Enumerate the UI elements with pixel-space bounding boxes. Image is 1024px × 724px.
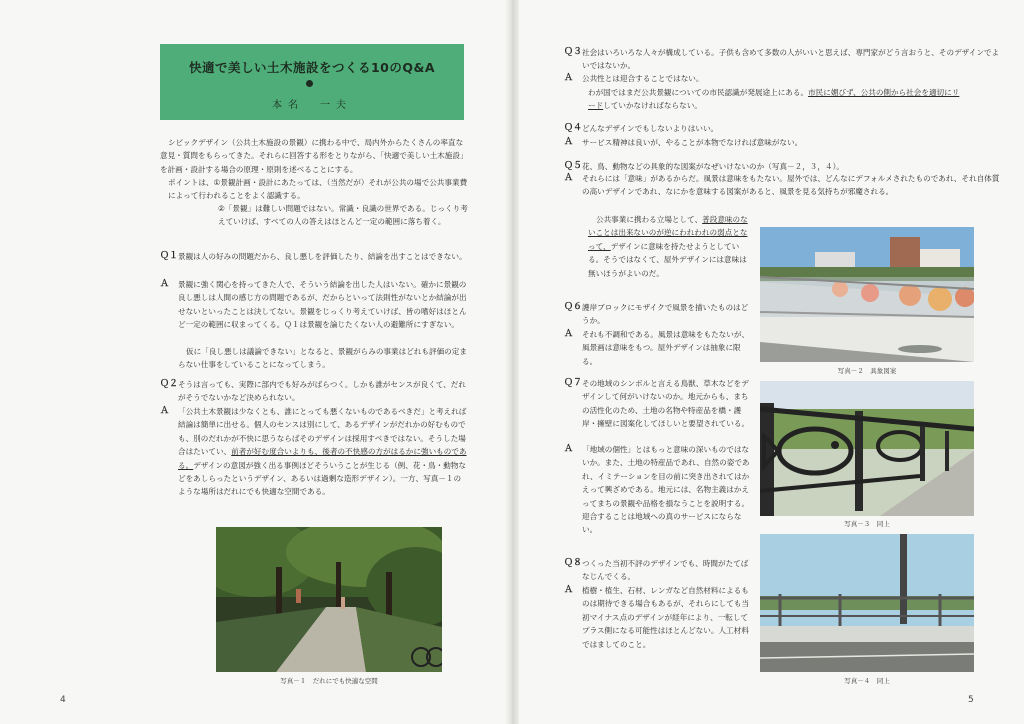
q7-label: Ｑ７ [564,378,583,388]
a6-label: Ａ [564,329,574,339]
q1-label: Ｑ１ [160,251,179,261]
a2-underlined-text: 前者が好む度合いよりも、後者の不快感の方がはるかに強いものである。 [178,447,467,470]
title-box [160,44,464,120]
a6-block [564,328,758,368]
a1-block [160,278,468,348]
a3-text-c: していかなければならない。 [603,101,702,111]
author-name: 本名 一夫 [272,100,352,111]
a3-block [564,72,1008,86]
q2-block [160,378,468,406]
point-2: ②「景観」は難しい問題ではない。常識・良識の世界である。じっくり考えていけば、すべての人の答えはほとんど一定の範囲に落ち着く。 [218,204,468,227]
a8-text: 植樹・植生、石材、レンガなど自然材料によるものは期待できる場合もあるが、それらにしても当初マイナス点のデザインが経年により、一転してプラス側になる可能性はほとんどない。人工材料ではましてのこと。 [582,586,750,649]
page-number-right: 5 [968,695,974,705]
q6-text: 護岸ブロックにモザイクで風景を描いたものはどうか。 [582,303,749,326]
photo-1 [216,527,442,672]
a3-text: 公共性とは迎合することではない。 [582,74,704,83]
a3-continued [588,86,960,113]
photo-4 [760,534,974,672]
article-title: 快適で美しい土木施設をつくる10のQ&A [188,60,436,75]
a3-label: Ａ [564,73,574,83]
a5-text: それらには「意味」があるからだ。風景は意味をもたない。屋外では、どんなにデフォルメされたものであれ、それ自体質の高いデザインであれ、なにかを意味する図案があると、風景を見る気持ちが邪魔される。 [582,174,1000,197]
a5-continued [588,213,754,280]
simple-railing-photo [760,534,974,672]
a1-label: Ａ [160,279,170,289]
a2-block [160,405,468,515]
q4-text: どんなデザインでもしないよりはいい。 [582,124,719,133]
q1-block [160,250,468,278]
photo-3 [760,381,974,516]
photo-2-caption: 写真－２ 具象図案 [837,367,897,375]
a5-label: Ａ [564,173,574,183]
q5-label: Ｑ５ [564,161,583,171]
a4-label: Ａ [564,137,574,147]
a5-underlined-text: 普段意味のないことは出来ないのが逆にわれわれの弱点となって、 [588,215,748,251]
park-path-photo [216,527,442,672]
q8-label: Ｑ８ [564,558,583,568]
q1-text: 景観は人の好みの問題だから、良し悪しを評価したり、結論を出すことはできない。 [178,252,467,261]
page-number-left: 4 [60,695,66,705]
decorated-railing-photo [760,227,974,362]
a6-text: それも不調和である。風景は意味をもたないが、風景画は意味をもつ。屋外デザインは抽象に限る。 [582,330,750,366]
fish-railing-photo [760,381,974,516]
a5-block [564,172,1008,212]
q8-text: つくった当初不評のデザインでも、時間がたてばなじんでくる。 [582,559,749,582]
photo-2 [760,227,974,362]
a3-underlined-text: 市民に媚びず、公共の側から社会を適切にリード [588,88,960,111]
q2-label: Ｑ２ [160,379,179,389]
a5-text-b: 公共事業に携わる立場として、 [596,215,703,224]
a2-text-continued: デザインの意図が強く出る事例ほどそういうことが生じる（例、花・鳥・動物などをあしらったというデザイン、あるいは過剰な造形デザイン）。一方、写真－１のような場所はだれにでも快適な空間である。 [178,460,467,497]
a8-block [564,584,758,664]
q8-block [564,557,758,585]
q6-label: Ｑ６ [564,302,583,312]
bullet-dot-icon [306,80,313,87]
a1-continued: 仮に「良し悪しは議論できない」となると、景観がらみの事業はどれも評価の定まらない仕事をしていることになってしまう。 [178,347,467,370]
q5-text: 花、鳥、動物などの具象的な図案がなぜいけないのか（写真－２，３，４）。 [582,162,844,171]
q3-text: 社会はいろいろな人々が構成している。子供も含めて多数の人がいいと思えば、専門家がどう言おうと、そのデザインでよいではないか。 [582,48,1000,71]
q7-text: その地域のシンボルと言える鳥獣、草木などをデザインして何がいけないのか。地元からも、まちの活性化のため、土地の名物や特産品を橋・護岸・擁壁に図案化してほしいと要望されている。 [582,379,750,429]
q2-text: そうは言っても、実際に部内でも好みがばらつく。しかも誰がセンスが良くて、だれがそうでないかなど決められない。 [178,380,466,403]
a3-text-b: わが国ではまだ公共景観についての市民認識が発展途上にある。 [588,88,809,97]
photo-1-caption: 写真－１ だれにでも快適な空間 [280,677,378,685]
photo-3-caption: 写真－３ 同上 [844,520,890,528]
q6-block [564,301,758,329]
q3-block [564,46,1008,74]
q4-label: Ｑ４ [564,123,583,133]
a1-text: 景観に強く関心を持ってきた人で、そういう結論を出した人はいない。確かに景観の良し悪しは人間の感じ方の問題であるが、だからといって法則性がないとか結論が出せないといったことは決してない。景観をじっくり考えていけば、皆の嗜好はほとんど一定の範囲に収まってくる。Ｑ１は景観を論じたくない人の避難所にすぎない。 [178,280,467,330]
points-head: ポイントは、①景観計画・設計にあたっては、（当然だが）それが公共の場で公共事業費によって行われることをよく認識する。 [168,178,468,201]
a5-text-c: デザインに意味を持たせようとしている。そうではなくて、屋外デザインには意味は無いほうがよいのだ。 [588,241,747,278]
q7-block [564,377,758,445]
a8-label: Ａ [564,585,574,595]
a7-text: 「地域の個性」とはもっと意味の深いものではないか。また、土地の特産品であれ、自然の姿であれ、イミテーションを目の前に突き出されてはかえって興ざめである。地元には、名物主義はかえってまちの景観や品格を損なうことを説明する。迎合することは地域への真のサービスにならない。 [582,445,750,535]
left-page [0,0,510,724]
q4-block [564,122,1008,136]
a2-label: Ａ [160,406,170,416]
right-page [516,0,1024,724]
intro-paragraph: シビックデザイン（公共土木施設の景観）に携わる中で、局内外からたくさんの率直な意見・質問をもらってきた。それらに回答する形をとりながら、「快適で美しい土木施設」を計画・設計する場合の原理・原則を述べることにする。 [160,138,468,174]
a4-block [564,136,1008,150]
a4-text: サービス精神は良いが、やることが本物でなければ意味がない。 [582,138,803,147]
a7-block [564,443,758,543]
photo-4-caption: 写真－４ 同上 [844,677,890,685]
q3-label: Ｑ３ [564,47,583,57]
a2-text: 「公共土木景観は少なくとも、誰にとっても悪くないものであるべきだ」と考えれば結論は簡単に出せる。個人のセンスは別にして、あるデザインがだれかの好むものでも、別のだれかが不快に思うならばそのデザインは採用すべきではない。そうした場合はたいてい、 [178,407,467,457]
a7-label: Ａ [564,444,574,454]
